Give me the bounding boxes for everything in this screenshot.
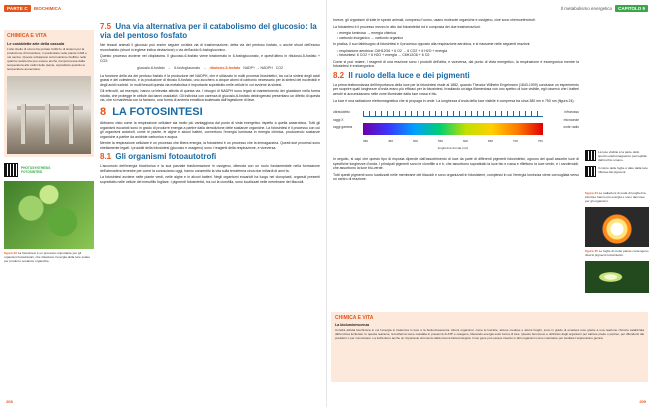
equation-text: 6 CO2 + 6 H2O + energia → C6H12O6 + 6 O2 [356,53,430,58]
right-page [326,0,652,407]
lamp-photo [585,207,649,247]
axis-tick: 600 [462,139,468,144]
right-header [331,4,648,13]
wave-scale [363,111,543,117]
section-7-5-title: Una via alternativa per il catabolismo del glucosio: la via del pentoso fosfato [100,22,317,40]
chimica-vita-box-right [331,312,648,382]
section-8-2-title: Il ruolo della luce e dei pigmenti [348,70,470,80]
sidebar-box-title: CHIMICA E VITA [7,33,47,39]
qr-code-icon[interactable] [4,163,18,177]
intermediate-label: 6-fosfogluconato [174,66,201,71]
pentose-reaction [100,66,320,71]
qr-link[interactable] [585,166,649,177]
qr-link[interactable] [585,150,649,162]
spectrum-label: ultravioletto [333,110,350,115]
product-label: ribulosio-5-fosfato [209,66,241,71]
section-8-1-title: Gli organismi fotoautotrofi [115,152,217,162]
equation-label: fotosintesi: [339,53,356,58]
qr-label: PHOTOSYNTHESIS FOTOSINTESI [21,165,51,174]
spectrum-label: raggi gamma [333,125,353,130]
cev-text: Un'altra attività biochimica in cui l'energia si trasforma in luce è la bioluminescenza. Alcuni organismi, come le lucciole, alcune meduse e alcuni funghi, sono in grado di emettere luce grazie a una reazione chimica catalizzata dall'enzima luciferasi. In questa reazione, la luciferina viene ossidata in presenza di ATP e ossigeno, liberando energia sotto forma di luce. Questo fenomeno è utilizzato dagli organismi per attirare prede o partner, per difendersi dai predatori o per comunicare. La luciferasi è anche un importante strumento della ricerca biotecnologica: il suo gene può essere inserito in altri organismi come marcatore per studiare l'espressione genica. [335,328,644,340]
qr-code-icon[interactable] [585,166,596,177]
paragraph: Mentre la respirazione cellulare è un processo che libera energia, la fotosintesi è un processo che la immagazzina. Questi due processi sono strettamente legati: i prodotti della fotosintesi (glucosio e ossigeno) sono i reagenti della respirazione, e viceversa. [100,141,320,150]
paragraph: Tutti questi pigmenti sono localizzati nelle membrane dei tilacoidi e sono organizzati in fotosistemi, complessi in cui l'energia luminosa viene convogliata verso un centro di reazione. [333,172,579,182]
figure-24-title: figura 24 [585,191,598,195]
paragraph: Invece, gli organismi di tutte le specie animali, compreso l'uomo, usano molecole organiche e ossigeno, cioè sono chemoeterotrofi. [333,18,536,22]
chapter-tag: CAPITOLO 9 [615,5,648,12]
spectrum-figure [333,107,579,153]
qr-note-text: Il colore delle foglie è dato dalla luce riflessa dai pigmenti. [598,166,648,174]
co2-label: CO2 [275,66,283,71]
spectrum-label: microonde [563,117,579,122]
section-8-heading [100,106,320,118]
spectrum-right-labels [563,109,579,132]
cev-subtitle: La bioluminescenza [335,323,370,327]
axis-tick: 500 [412,139,418,144]
cev-title: CHIMICA E VITA [335,315,374,321]
list-item: • carbonio inorganico → carbonio organico [337,36,579,41]
axis-tick: 380 [363,139,369,144]
axis-tick: 650 [487,139,493,144]
left-header [4,4,322,13]
chapter-title: Il metabolismo energetico [560,6,613,11]
section-7-5-heading [100,22,320,40]
spectrum-axis [363,139,543,144]
cofactor-label: NADP+ → NADPH [243,66,273,71]
qr-note-text: La luce visibile è la parte dello spettro elettromagnetico percepibile dall'occhio umano. [598,150,648,162]
leaves-photo [4,181,94,249]
equation-label: respirazione aerobica: [339,48,374,53]
equations-list [337,49,579,58]
figure-23-title: figura 23 [4,250,17,255]
paragraph: Nei tessuti animali il glucosio può anche seguire un'altra via di trasformazione, detta via del pentoso fosfato, o anche shunt dell'esoso monofosfato (shunt in inglese indica deviazione) o via dell'acido 6-fosfogluconico. [100,43,320,52]
qr-link[interactable] [4,163,94,177]
section-8-1-heading [100,152,320,161]
axis-tick: 550 [437,139,443,144]
sidebar-box-subtitle: Le cosiddette arte della cassola [7,42,65,46]
spectrum-label: infrarosso [564,110,579,115]
chimica-vita-box [4,30,94,157]
spectrum-label: raggi X [333,117,344,122]
equation-photosynthesis [337,53,579,58]
paragraph: La fotosintesi avviene nelle piante verdi, nelle alghe e in alcuni batteri. Negli organismi eucarioti ha luogo nei cloroplasti, organuli presenti soprattutto nelle cellule del mesofillo fogliare. I pigmenti fotosintetici, tra cui la clorofilla, sono localizzati nelle membrane dei tilacoidi. [100,175,320,184]
section-8-2-number: 8.2 [333,70,345,80]
right-main-column [333,18,579,184]
section-8-1-number: 8.1 [100,152,112,162]
transformations-list [337,31,579,40]
qr-code-icon[interactable] [585,150,596,161]
arrow-icon: → [203,66,207,71]
axis-tick: 750 [537,139,543,144]
figure-24-text: Le radiazioni di onda di lunghezza inferiore hanno più energia e sono dannose per gli organismi. [585,191,646,203]
section-7-5-number: 7.5 [100,22,112,31]
axis-tick: 700 [512,139,518,144]
left-main-column [100,22,320,186]
visible-spectrum-bar [363,123,543,135]
part-tag: PARTE C [4,5,31,12]
greenhouse-photo [7,76,91,154]
paragraph: La prima testimonianza dell'importanza della luce per la fotosintesi risale al 1882, quando Theodor Wilhelm Engelmann (1843-1909) condusse un esperimento per scoprire quali lunghezze d'onda erano più efficaci per la fotosintesi. Irradiando un'alga filamentosa con uno spettro di luce visibile, egli osservò che i batteri aerobi si accumulavano nelle zone illuminate dalla luce rossa e blu. [333,82,579,97]
right-sidebar [585,150,649,293]
paragraph: Gli eritrociti, ad esempio, hanno un'elevata attività di questa via. I bisogni di NADPH sono legati al mantenimento del glutatione nella forma ridotta, che protegge le cellule dai danni ossidativi. Gli individui con carenza di glucosio-6-fosfato deidrogenasi presentano un difetto di questa via, che si manifesta con la favismo, una forma di anemia emolitica scatenata dall'ingestione di fave. [100,89,320,103]
paragraph: L'accumulo dell'energia biochimica e la sua parziale trasformazione in ossigeno, ottenuta con un ruolo fondamentale nella formazione dell'atmosfera terrestre per come la conosciamo oggi, hanno consentito la vita sulla terraferma circa due miliardi di anni fa. [100,164,320,173]
section-8-2-heading [333,71,579,80]
left-sidebar [4,30,94,376]
figure-25-title: figura 25 [585,249,598,253]
paragraph: La funzione della via del pentoso fosfato è la produzione del NADPH, che è utilizzato in molti processi biosintetici, tra cui la sintesi degli acidi grassi e del colesterolo, e la produzione di ribosio 5-fosfato, uno zucchero a cinque atomi di carbonio necessario per la sintesi dei nucleotidi e degli acidi nucleici. In molti tessuti questa via metabolica è importante soprattutto nelle cellule in cui avviene la sintesi. [100,73,320,87]
paragraph: La fotosintesi è il processo mezzo in atto dai fotosintetici ed è composta dei due trasformazioni: [333,24,481,29]
paragraph: La luce è una radiazione elettromagnetica che si propaga in onde. La lunghezza d'onda della luce visibile è compresa tra circa 380 nm e 750 nm (figura 24). [333,98,575,103]
arrow-icon: → [167,66,172,71]
figure-25-text: Le foglie di molte piante contengono diversi pigmenti fotosintetici. [585,249,649,257]
spectrum-left-labels [333,109,352,132]
page-number-left: 208 [6,399,13,404]
figure-23-caption [4,251,94,263]
figure-24-caption [585,191,649,203]
subject-label: BIOCHIMICA [33,6,62,11]
section-8-title: LA FOTOSINTESI [112,106,203,119]
equation-text: C6H12O6 + 6 O2 → 6 CO2 + 6 H2O + energia [374,48,448,53]
axis-tick: 450 [387,139,393,144]
paragraph: Come si può notare, i reagenti di una reazione sono i prodotti dell'altra, e viceversa, dal punto di vista energetico, la respirazione è esoergonica mentre la fotosintesi è endoergonica. [333,59,579,69]
page-number-right: 209 [639,399,646,404]
figure-25-caption [585,249,649,257]
glowing-organism-photo [585,261,649,293]
sidebar-box-text: L'alto livello di ozono ha portato l'utilizzo di sistemi per la produzione di fotosintesi, in particolare nelle piante CAM e nei cactus. Queste sviluppano la formazione biofilico nelle quali la resistenza può essere anche compromessa dalla temperatura alle radici delle piante, soprattutto quando le temperature aumentano. [7,47,87,72]
list-item: • energia luminosa → energia chimica [337,31,579,36]
figure-23-text: La fotosintesi è un processo importante per gli organismi fotosintetici, che rilasciano l'energia della luce solare per produrre sostanze organiche. [4,250,91,263]
spectrum-label: onde radio [563,125,579,130]
paragraph: Questo processo avviene nel citoplasma. Il glucosio-6-fosfato viene trasformato in 6-fosfogluconato, e quest'ultimo in ribulosio-5-fosfato + CO2: [100,54,320,63]
paragraph: In seguito, si capì che questo tipo di risposta dipende dall'assorbimento di luce da parte di differenti pigmenti fotosintetici, ognuno dei quali assorbe luce di specifiche lunghezze d'onda. I principali pigmenti sono le clorofille a e b, che assorbono soprattutto la luce blu e rossa e riflettono la luce verde, e i carotenoidi, che assorbono la luce blu-verde. [333,157,579,171]
spectrum-axis-label: lunghezza d'onda (nm) [437,146,469,151]
section-8-number: 8 [100,106,107,119]
paragraph: In pratica, il suo fabbisogno di fotosintesi è il processo opposto alla respirazione aerobica, e si riassume nelle seguenti reazioni: [333,42,531,47]
reactant-label: glucosio-6-fosfato [137,66,165,71]
paragraph: Abbiamo visto come la respirazione cellulare sia molto più vantaggiosa dal punto di vista energetico rispetto a quella anaerobica. Tutti gli organismi eucarioti sono in grado di produrre energia a partire dalla demolizione delle sostanze organiche. La fotosintesi è il processo con cui gli organismi autotrofi, come le piante, le alghe e alcuni batteri, convertono l'energia luminosa in energia chimica, producendo sostanze organiche a partire da anidride carbonica e acqua. [100,121,320,139]
